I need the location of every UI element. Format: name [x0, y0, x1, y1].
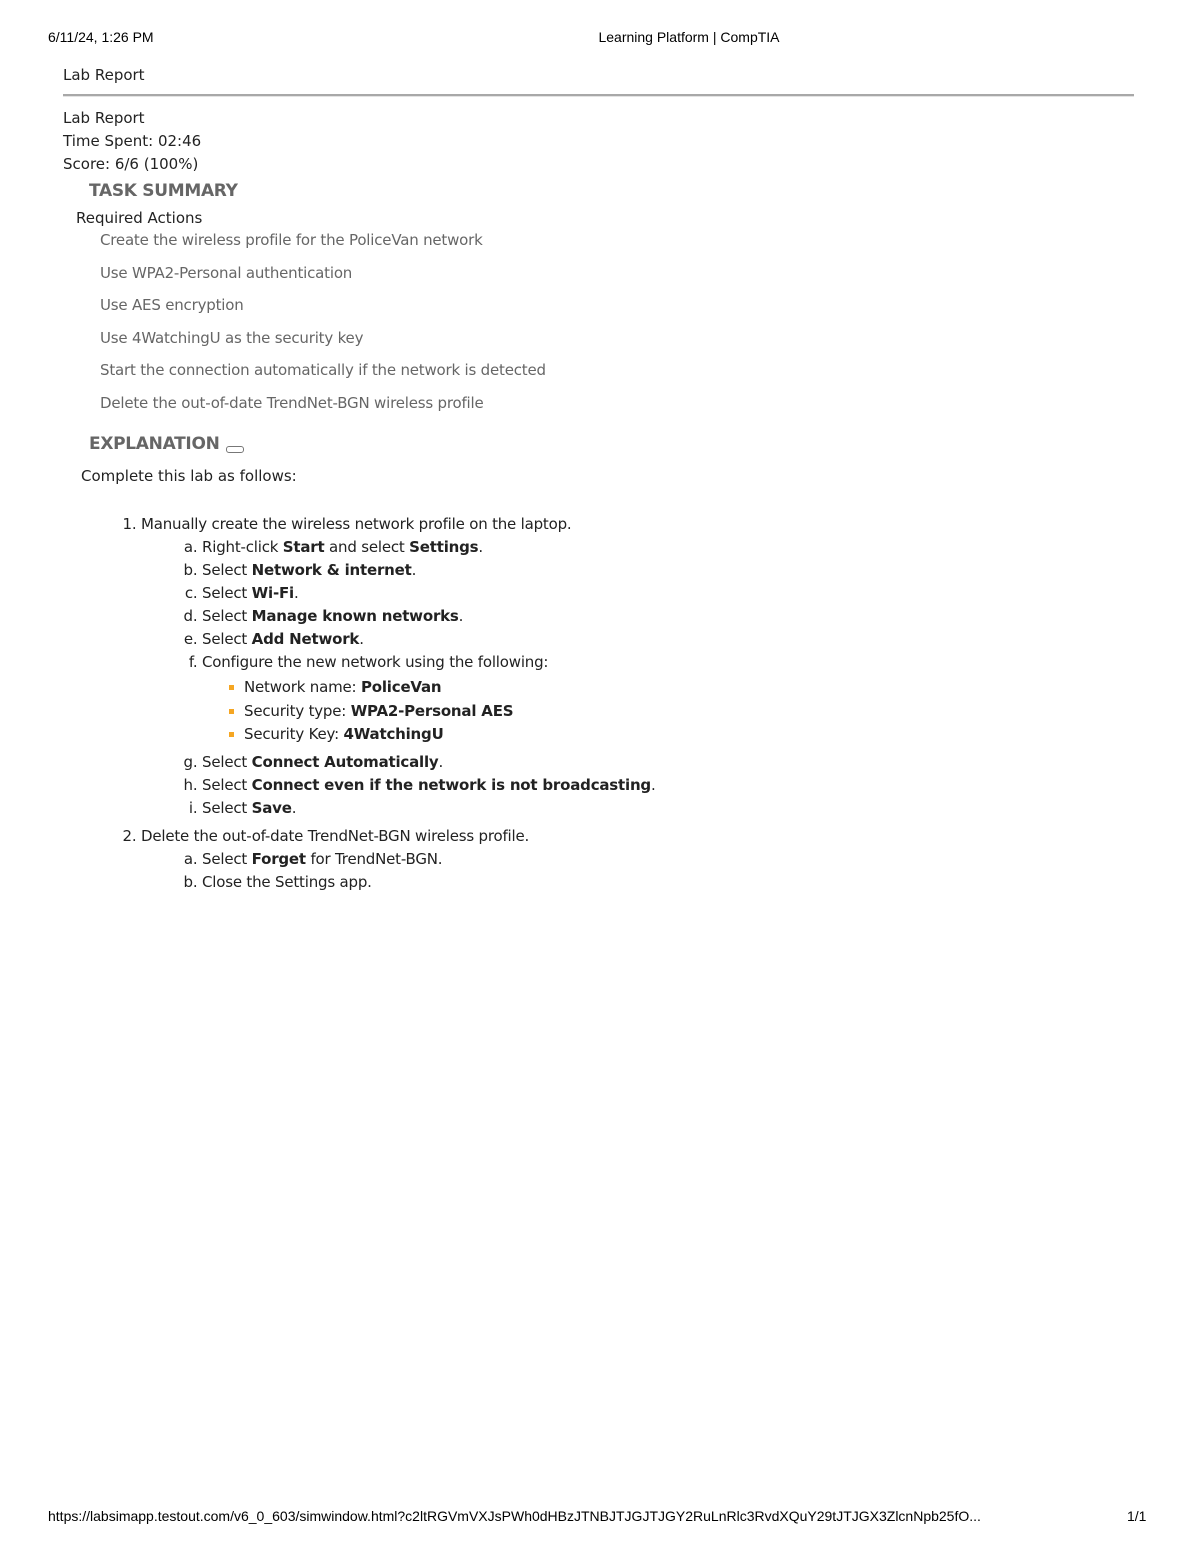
print-page-number: 1/1	[1127, 1508, 1147, 1524]
substep-item: h. Select Connect even if the network is not broadcasting.	[202, 774, 656, 797]
bullet-item: Network name: PoliceVan	[244, 676, 656, 700]
settings-bullet-list	[202, 676, 656, 747]
bullet-item: Security Key: 4WatchingU	[244, 723, 656, 747]
required-action: Use WPA2-Personal authentication	[100, 263, 353, 282]
required-action: Use 4WatchingU as the security key	[100, 328, 364, 347]
step-item	[141, 513, 656, 820]
required-action: Delete the out-of-date TrendNet-BGN wireless profile	[100, 393, 484, 412]
substep-item: i. Select Save.	[202, 797, 656, 820]
bullet-item: Security type: WPA2-Personal AES	[244, 700, 656, 724]
task-summary-heading: TASK SUMMARY	[89, 181, 238, 201]
print-page-title: Learning Platform | CompTIA	[598, 29, 780, 45]
report-title: Lab Report	[63, 109, 145, 127]
substep-item: e. Select Add Network.	[202, 628, 656, 651]
step-text: Delete the out-of-date TrendNet-BGN wireless profile.	[141, 826, 530, 845]
explanation-intro: Complete this lab as follows:	[81, 467, 297, 485]
explanation-heading: EXPLANATION	[89, 434, 220, 454]
step-item	[141, 825, 656, 894]
tab-title: Lab Report	[63, 66, 145, 84]
substep-item: g. Select Connect Automatically.	[202, 751, 656, 774]
required-actions-list	[100, 231, 546, 427]
substep-item: b. Close the Settings app.	[202, 871, 656, 894]
substeps-list	[141, 536, 656, 820]
substep-item: a. Right-click Start and select Settings.	[202, 536, 656, 559]
print-date: 6/11/24, 1:26 PM	[48, 29, 154, 45]
substeps-list	[141, 848, 656, 894]
required-action: Use AES encryption	[100, 296, 244, 315]
divider	[63, 94, 1134, 96]
time-spent: Time Spent: 02:46	[63, 132, 202, 150]
substep-item: b. Select Network & internet.	[202, 559, 656, 582]
substep-item: c. Select Wi-Fi.	[202, 582, 656, 605]
score: Score: 6/6 (100%)	[63, 155, 199, 173]
required-action: Start the connection automatically if the network is detected	[100, 361, 546, 380]
step-text: Manually create the wireless network profile on the laptop.	[141, 515, 572, 533]
substep-item: f. Configure the new network using the following: Network name: PoliceVan Security type: WPA2-Personal AES Security Key: 4WatchingU	[202, 651, 656, 747]
collapse-toggle-icon[interactable]	[226, 446, 244, 453]
print-url: https://labsimapp.testout.com/v6_0_603/simwindow.html?c2ltRGVmVXJsPWh0dHBzJTNBJTJGJTJGY2RuLnRlc3RvdXQuY29tJTJGX3ZlcnNpb25fO...	[48, 1508, 981, 1524]
substep-item: d. Select Manage known networks.	[202, 605, 656, 628]
required-action: Create the wireless profile for the PoliceVan network	[100, 231, 483, 249]
required-actions-heading: Required Actions	[76, 209, 203, 227]
steps-list	[141, 513, 656, 894]
substep-item: a. Select Forget for TrendNet-BGN.	[202, 848, 656, 871]
explanation-heading-row[interactable]	[89, 434, 244, 454]
